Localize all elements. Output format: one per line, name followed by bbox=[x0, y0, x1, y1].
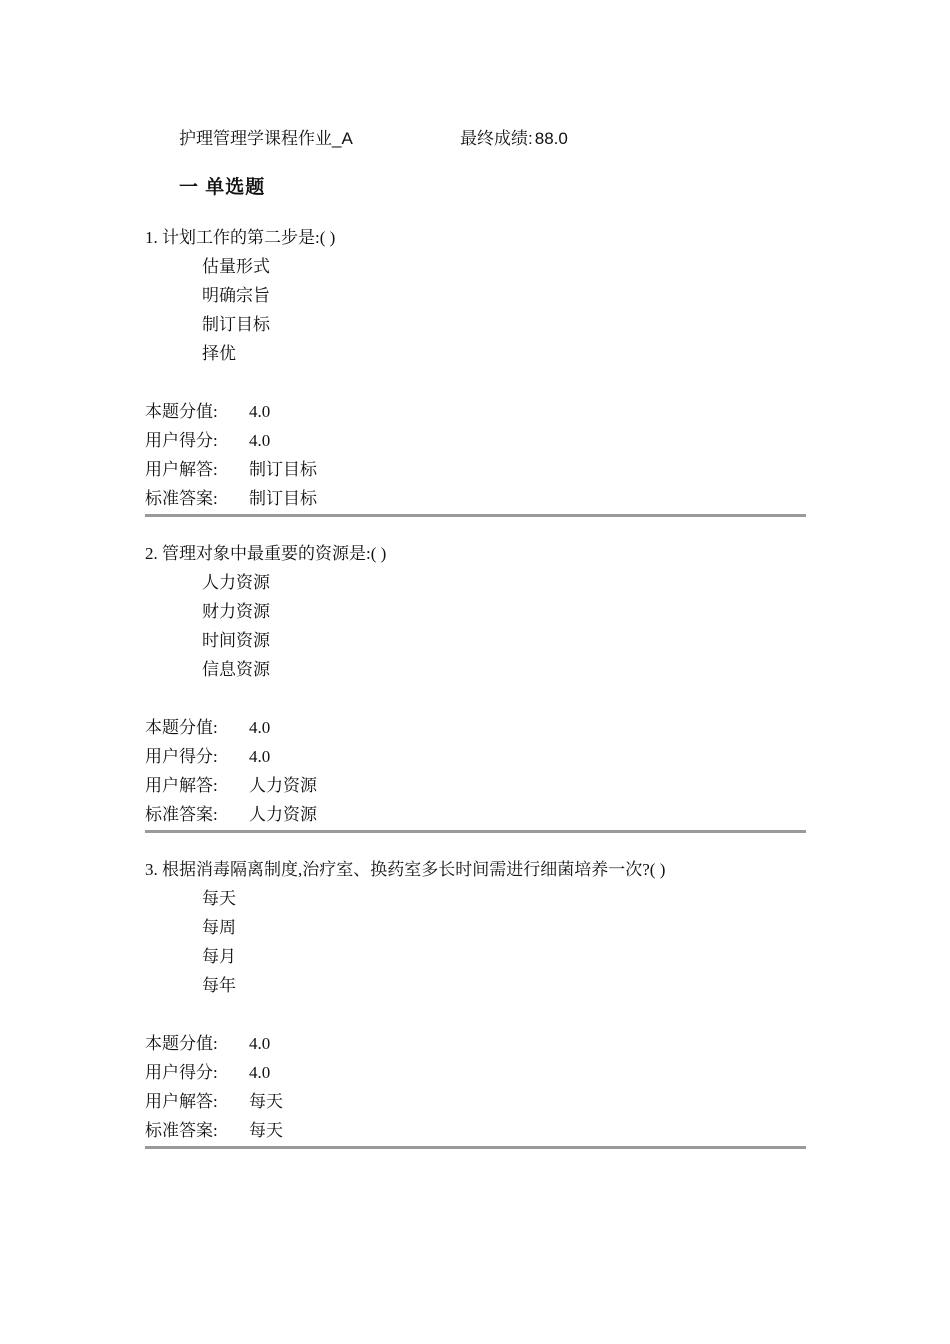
points-row bbox=[145, 1029, 806, 1058]
divider bbox=[145, 514, 806, 517]
points-label: 本题分值: bbox=[145, 1034, 218, 1053]
user-answer-row bbox=[145, 1087, 806, 1116]
course-title: 护理管理学课程作业_A bbox=[179, 129, 353, 148]
question-block bbox=[145, 855, 806, 1149]
standard-answer-label: 标准答案: bbox=[145, 1121, 218, 1140]
user-answer-value: 人力资源 bbox=[249, 776, 317, 795]
option-item: 财力资源 bbox=[202, 602, 270, 621]
standard-answer-value: 制订目标 bbox=[249, 489, 317, 508]
user-score-label: 用户得分: bbox=[145, 431, 218, 450]
divider bbox=[145, 830, 806, 833]
option-item: 每年 bbox=[202, 976, 236, 995]
question-text: 2. 管理对象中最重要的资源是:( ) bbox=[145, 544, 387, 563]
points-label: 本题分值: bbox=[145, 402, 218, 421]
user-answer-row bbox=[145, 455, 806, 484]
question-text: 3. 根据消毒隔离制度,治疗室、换药室多长时间需进行细菌培养一次?( ) bbox=[145, 860, 666, 879]
standard-answer-value: 人力资源 bbox=[249, 805, 317, 824]
divider bbox=[145, 1146, 806, 1149]
user-score-row bbox=[145, 426, 806, 455]
option-item: 择优 bbox=[202, 344, 236, 363]
user-answer-label: 用户解答: bbox=[145, 1092, 218, 1111]
option-item: 每天 bbox=[202, 889, 236, 908]
standard-answer-label: 标准答案: bbox=[145, 489, 218, 508]
points-row bbox=[145, 713, 806, 742]
standard-answer-row bbox=[145, 484, 806, 513]
option-list bbox=[202, 884, 806, 1000]
final-score-label: 最终成绩: bbox=[460, 129, 533, 148]
user-answer-value: 制订目标 bbox=[249, 460, 317, 479]
standard-answer-row bbox=[145, 800, 806, 829]
points-row bbox=[145, 397, 806, 426]
option-item: 人力资源 bbox=[202, 573, 270, 592]
user-score-label: 用户得分: bbox=[145, 1063, 218, 1082]
question-block bbox=[145, 539, 806, 833]
section-title: 一 单选题 bbox=[179, 177, 266, 198]
points-value: 4.0 bbox=[249, 1034, 271, 1053]
user-answer-row bbox=[145, 771, 806, 800]
option-item: 明确宗旨 bbox=[202, 286, 270, 305]
option-item: 每月 bbox=[202, 947, 236, 966]
option-list bbox=[202, 252, 806, 368]
user-score-row bbox=[145, 742, 806, 771]
user-answer-label: 用户解答: bbox=[145, 776, 218, 795]
final-score-value: 88.0 bbox=[534, 129, 568, 148]
user-score-value: 4.0 bbox=[249, 747, 271, 766]
user-score-value: 4.0 bbox=[249, 1063, 271, 1082]
option-item: 信息资源 bbox=[202, 660, 270, 679]
user-score-value: 4.0 bbox=[249, 431, 271, 450]
standard-answer-label: 标准答案: bbox=[145, 805, 218, 824]
option-item: 时间资源 bbox=[202, 631, 270, 650]
option-list bbox=[202, 568, 806, 684]
user-answer-value: 每天 bbox=[249, 1092, 283, 1111]
user-score-row bbox=[145, 1058, 806, 1087]
document-header bbox=[179, 126, 799, 152]
standard-answer-value: 每天 bbox=[249, 1121, 283, 1140]
option-item: 每周 bbox=[202, 918, 236, 937]
points-label: 本题分值: bbox=[145, 718, 218, 737]
option-item: 估量形式 bbox=[202, 257, 270, 276]
points-value: 4.0 bbox=[249, 402, 271, 421]
final-score bbox=[458, 126, 568, 152]
standard-answer-row bbox=[145, 1116, 806, 1145]
option-item: 制订目标 bbox=[202, 315, 270, 334]
user-answer-label: 用户解答: bbox=[145, 460, 218, 479]
question-text: 1. 计划工作的第二步是:( ) bbox=[145, 228, 336, 247]
user-score-label: 用户得分: bbox=[145, 747, 218, 766]
points-value: 4.0 bbox=[249, 718, 271, 737]
question-block bbox=[145, 223, 806, 517]
